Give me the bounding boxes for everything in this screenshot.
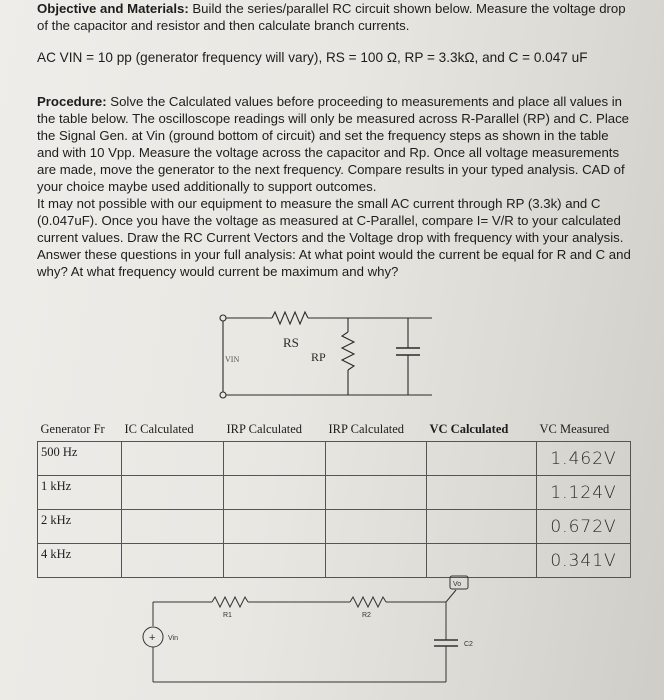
ac-source-line: AC VIN = 10 pp (generator frequency will vary), RS = 100 Ω, RP = 3.3kΩ, and C = 0.047 uF	[37, 50, 588, 65]
cell-vc-calculated[interactable]	[427, 442, 537, 476]
header-generator-frequency: Generator Fr	[40, 421, 105, 436]
input-terminal-bottom	[220, 392, 226, 398]
objective-text: Build the series/parallel RC circuit shown below. Measure the voltage drop of the capacitor and resistor and then calculate branch currents.	[37, 1, 626, 33]
r2-resistor	[350, 597, 386, 607]
objective-label: Objective and Materials:	[37, 1, 189, 16]
rp-label: RP	[311, 350, 326, 364]
objective-paragraph	[37, 0, 631, 34]
procedure-label: Procedure:	[37, 94, 107, 109]
cell-vc-measured[interactable]: 1.124V	[537, 476, 631, 510]
cell-irp-calculated[interactable]	[224, 510, 326, 544]
procedure-text: Solve the Calculated values before proceeding to measurements and place all values in the table below. The oscilloscope readings will only be measured across R-Parallel (RP) and C. Place the Signal Gen. at Vin (ground bottom of circuit) and set the frequency steps as shown in the table and with 10 Vpp. Measure the voltage across the capacitor and Rp. Once all voltage measurements are made, move the generator to the next frequency. Compare results in your typed analysis. CAD of your choice maybe used additionally to support outcomes.	[37, 94, 630, 194]
cell-vc-measured[interactable]: 0.672V	[537, 510, 631, 544]
header-ic-calculated: IC Calculated	[124, 421, 194, 436]
cell-irp-calculated-2[interactable]	[326, 510, 427, 544]
vin-label: VIN	[225, 355, 240, 364]
c2-label: C2	[464, 641, 473, 648]
cell-frequency[interactable]: 4 kHz	[38, 544, 122, 578]
vin-label: Vin	[168, 635, 178, 642]
rp-resistor	[342, 332, 354, 370]
table-row	[38, 510, 631, 544]
header-vc-calculated: VC Calculated	[429, 421, 509, 436]
table-header-row	[38, 417, 631, 442]
cell-vc-calculated[interactable]	[427, 476, 537, 510]
header-irp-calculated-2: IRP Calculated	[328, 421, 405, 436]
results-table	[37, 417, 631, 578]
r1-resistor	[212, 597, 248, 607]
rs-resistor	[272, 312, 308, 324]
input-terminal-top	[220, 315, 226, 321]
header-vc-measured: VC Measured	[539, 421, 610, 436]
cell-irp-calculated-2[interactable]	[326, 442, 427, 476]
header-irp-calculated: IRP Calculated	[226, 421, 303, 436]
cell-irp-calculated[interactable]	[224, 476, 326, 510]
cell-irp-calculated[interactable]	[224, 442, 326, 476]
procedure-paragraph	[37, 93, 631, 195]
source-plus-symbol: +	[149, 632, 156, 644]
r1-label: R1	[223, 612, 232, 619]
vo-label: Vo	[453, 581, 462, 588]
cell-ic-calculated[interactable]	[122, 476, 224, 510]
cell-vc-calculated[interactable]	[427, 510, 537, 544]
table-row	[38, 442, 631, 476]
cell-vc-measured[interactable]: 0.341V	[537, 544, 631, 578]
cell-ic-calculated[interactable]	[122, 510, 224, 544]
cell-irp-calculated-2[interactable]	[326, 476, 427, 510]
cell-frequency[interactable]: 1 kHz	[38, 476, 122, 510]
cell-frequency[interactable]: 2 kHz	[38, 510, 122, 544]
cell-vc-measured[interactable]: 1.462V	[537, 442, 631, 476]
current-note-paragraph: It may not possible with our equipment to measure the small AC current through RP (3.3k) and C (0.047uF). Once you have the voltage as measured at C-Parallel, compare I= V/R to your calculated current values. Draw the RC Current Vectors and the Voltage drop with frequency with your analysis. Answer these questions in your full analysis: At what point would the current be equal for R and C and why? At what frequency would current be maximum and why?	[37, 196, 631, 279]
cell-frequency[interactable]: 500 Hz	[38, 442, 122, 476]
second-circuit-diagram	[0, 560, 664, 700]
cell-ic-calculated[interactable]	[122, 442, 224, 476]
rs-label: RS	[283, 335, 299, 350]
r2-label: R2	[362, 612, 371, 619]
table-row	[38, 476, 631, 510]
